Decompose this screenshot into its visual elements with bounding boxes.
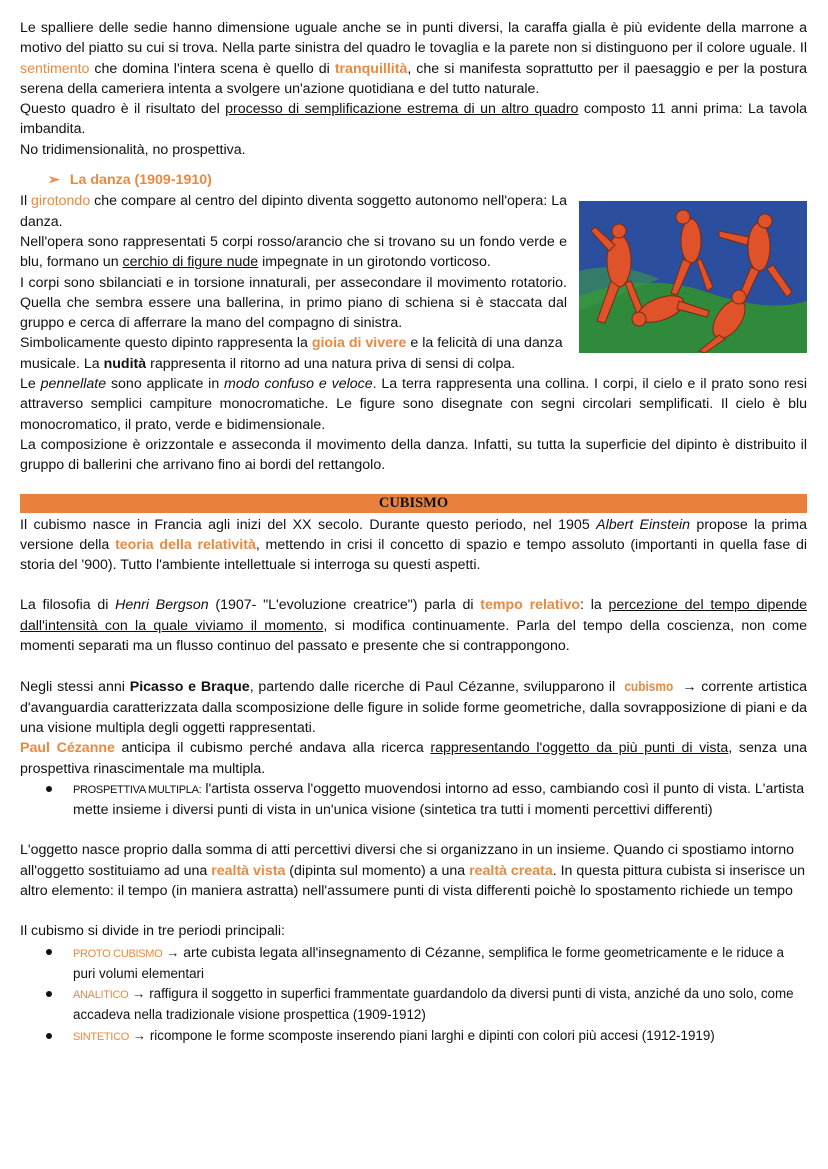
text: , senza una prospettiva rinascimentale ma multipla.	[20, 740, 807, 777]
text: L'oggetto nasce proprio dalla somma di atti percettivi diversi che si organizzano in un insieme. Quando ci spostiamo intorno all'oggetto sostituiamo ad una	[20, 842, 794, 879]
prospettiva-list	[20, 779, 807, 821]
bullet-dot-icon	[46, 1033, 52, 1039]
intro-paragraph-1	[20, 18, 807, 99]
underlined-text: cerchio di figure nude	[122, 254, 259, 271]
period-label: ANALITICO	[73, 989, 129, 1002]
italic-einstein: Albert Einstein	[596, 516, 691, 533]
bullet-dot-icon	[46, 949, 52, 955]
danza-paragraph-5	[20, 374, 807, 435]
highlight-tranquillita: tranquillità	[334, 60, 408, 77]
cubismo-paragraph-5	[20, 840, 807, 901]
text: → corrente artistica d'avanguardia caratterizzata dalla scomposizione delle figure in solide forme geometriche, dalla sovrapposizione di piani e da una visione multipla degli oggetti rappresentati.	[20, 679, 807, 736]
cubismo-section-title: CUBISMO	[20, 494, 807, 513]
spacer	[20, 901, 807, 921]
periods-list	[20, 942, 807, 1047]
heading-text: La danza (1909-1910)	[69, 172, 212, 189]
highlight-tempo-relativo: tempo relativo	[480, 597, 581, 614]
text: impegnate in un girotondo vorticoso.	[258, 254, 491, 271]
bold-nudita: nudità	[103, 355, 147, 372]
spacer	[20, 820, 807, 840]
text: anticipa il cubismo perché andava alla ricerca	[114, 740, 431, 757]
danza-heading	[48, 170, 807, 190]
highlight-cezanne: Paul Cézanne	[20, 740, 115, 757]
text: (1907- "L'evoluzione creatrice") parla di	[208, 597, 481, 614]
period-text: raffigura il soggetto in superfici frammentate guardandolo da diversi punti di vista, anziché da uno solo, come accadeva nella tradizionale visione prospettica (1909-1912)	[73, 986, 794, 1023]
text: l'artista osserva l'oggetto muovendosi intorno ad esso, cambiando così il punto di vista. L'artista mette insieme i diversi punti di vista in un'unica visione (sintetica tra tutti i momenti percettivi differenti)	[73, 780, 805, 819]
bullet-label: PROSPETTIVA MULTIPLA:	[73, 783, 202, 796]
period-bold-text: arte cubista legata all'insegnamento di Cézanne,	[183, 943, 485, 960]
text: e la felicità di una danza musicale. La	[20, 335, 563, 372]
text: . La terra rappresenta una collina. I corpi, il cielo e il prato sono resi attraverso semplici campiture monocromatiche. Le figure sono disegnate con segni circolari semplificati. Il cielo è blu monocromatico, il prato, verde e bidimensionale.	[20, 376, 807, 433]
highlight-realta-creata: realtà creata	[469, 862, 553, 879]
text: Simbolicamente questo dipinto rappresenta la	[20, 335, 312, 352]
period-text: ricompone le forme scomposte inserendo piani larghi e dipinti con colori più accesi (1912-1919)	[149, 1027, 715, 1043]
italic-bergson: Henri Bergson	[115, 597, 209, 614]
la-danza-painting	[579, 201, 807, 353]
text: rappresenta il ritorno ad una natura priva di sensi di colpa.	[146, 355, 516, 372]
highlight-sentimento: sentimento	[20, 60, 90, 77]
text: Negli stessi anni	[20, 679, 130, 696]
period-label: SINTETICO	[73, 1030, 129, 1043]
document-page	[20, 18, 807, 1047]
underlined-text: percezione del tempo dipende dall'intensità con la quale viviamo il momento	[20, 597, 807, 634]
highlight-teoria-relativita: teoria della relatività	[115, 536, 256, 553]
arrow-bullet-icon: ➢	[48, 172, 60, 189]
underlined-text: processo di semplificazione estrema di un altro quadro	[225, 101, 579, 118]
text: sono applicate in	[106, 376, 225, 393]
list-item	[73, 1026, 807, 1047]
highlight-cubismo: cubismo	[624, 678, 674, 695]
text: che compare al centro del dipinto diventa soggetto autonomo nell'opera: La danza.	[20, 193, 567, 230]
bullet-dot-icon	[46, 786, 52, 792]
spacer	[20, 656, 807, 676]
italic-pennellate: pennellate	[40, 376, 107, 393]
text: La filosofia di	[20, 597, 116, 614]
highlight-girotondo: girotondo	[31, 193, 91, 210]
underlined-text: rappresentando l'oggetto da più punti di vista	[430, 740, 729, 757]
spacer	[20, 575, 807, 595]
text: Nell'opera sono rappresentati 5 corpi rosso/arancio che si trovano su un fondo verde e blu, formano un	[20, 233, 567, 271]
danza-paragraph-6: La composizione è orizzontale e asseconda il movimento della danza. Infatti, su tutta la superficie del dipinto è distribuito il gruppo di ballerini che arrivano fino ai bordi del rettangolo.	[20, 436, 807, 474]
italic-modo: modo confuso e veloce	[224, 376, 373, 393]
text: che domina l'intera scena è quello di	[89, 60, 335, 77]
text: propose la prima versione della	[20, 516, 807, 553]
text: composto 11 anni prima: La tavola imbandita.	[20, 101, 807, 138]
text: : la	[580, 597, 609, 614]
cubismo-paragraph-6: Il cubismo si divide in tre periodi principali:	[20, 923, 285, 940]
bold-picasso-braque: Picasso e Braque	[129, 679, 250, 696]
cubismo-paragraph-3	[20, 676, 807, 738]
cubismo-paragraph-2	[20, 595, 807, 656]
dance-painting-image	[579, 201, 807, 353]
text: . In questa pittura cubista si inserisce un altro elemento: il tempo (in maniera astratta) nell'assumere punti di vista differenti poichè lo spostamento richiede un tempo	[20, 862, 806, 899]
text: Il	[20, 193, 32, 210]
arrow-icon: →	[162, 944, 184, 960]
text: Le spalliere delle sedie hanno dimensione uguale anche se in punti diversi, la caraffa gialla è più evidente della marrone a motivo del piatto su cui si trova. Nella parte sinistra del quadro le tovaglia e la parete non si distinguono per il colore uguale. Il	[20, 20, 807, 57]
cubismo-paragraph-1	[20, 515, 807, 576]
text: , si modifica continuamente. Parla del tempo della coscienza, non come momenti separati ma un flusso continuo del passato e presente che si contrappongono.	[20, 617, 807, 655]
text: Le	[20, 376, 41, 393]
text: , mettendo in crisi il concetto di spazio e tempo assoluto (importanti in quella fase di storia del '900). Tutto l'ambiente intellettuale si interroga su questi aspetti.	[20, 536, 807, 574]
arrow-icon: →	[128, 986, 150, 1002]
intro-paragraph-2	[20, 99, 807, 140]
bullet-dot-icon	[46, 991, 52, 997]
list-item	[73, 779, 807, 821]
cubismo-paragraph-4	[20, 738, 807, 779]
text: Questo quadro è il risultato del	[20, 101, 226, 118]
danza-paragraph-3: I corpi sono sbilanciati e in torsione innaturali, per assecondare il movimento rotatorio. Quella che sembra essere una ballerina, in primo piano di schiena si è staccata dal gruppo e cerca di afferrare la mano del compagno di sinistra.	[20, 274, 567, 332]
period-label: PROTO CUBISMO	[73, 947, 163, 960]
text: Il cubismo nasce in Francia agli inizi del XX secolo. Durante questo periodo, nel 1905	[20, 516, 597, 533]
period-text: semplifica le forme geometricamente e le riduce a puri volumi elementari	[73, 944, 785, 981]
text: , che si manifesta soprattutto per il paesaggio e per la postura serena della cameriera intenta a svolgere un'azione quotidiana e del tutto naturale.	[20, 60, 807, 97]
list-item	[73, 984, 807, 1026]
intro-paragraph-3: No tridimensionalità, no prospettiva.	[20, 141, 246, 158]
highlight-gioia-di-vivere: gioia di vivere	[311, 335, 407, 352]
list-item	[73, 942, 807, 985]
text: (dipinta sul momento) a una	[285, 862, 470, 879]
highlight-realta-vista: realtà vista	[211, 862, 286, 879]
text: , partendo dalle ricerche di Paul Cézanne, svilupparono il	[249, 679, 620, 696]
arrow-icon: →	[128, 1027, 150, 1043]
